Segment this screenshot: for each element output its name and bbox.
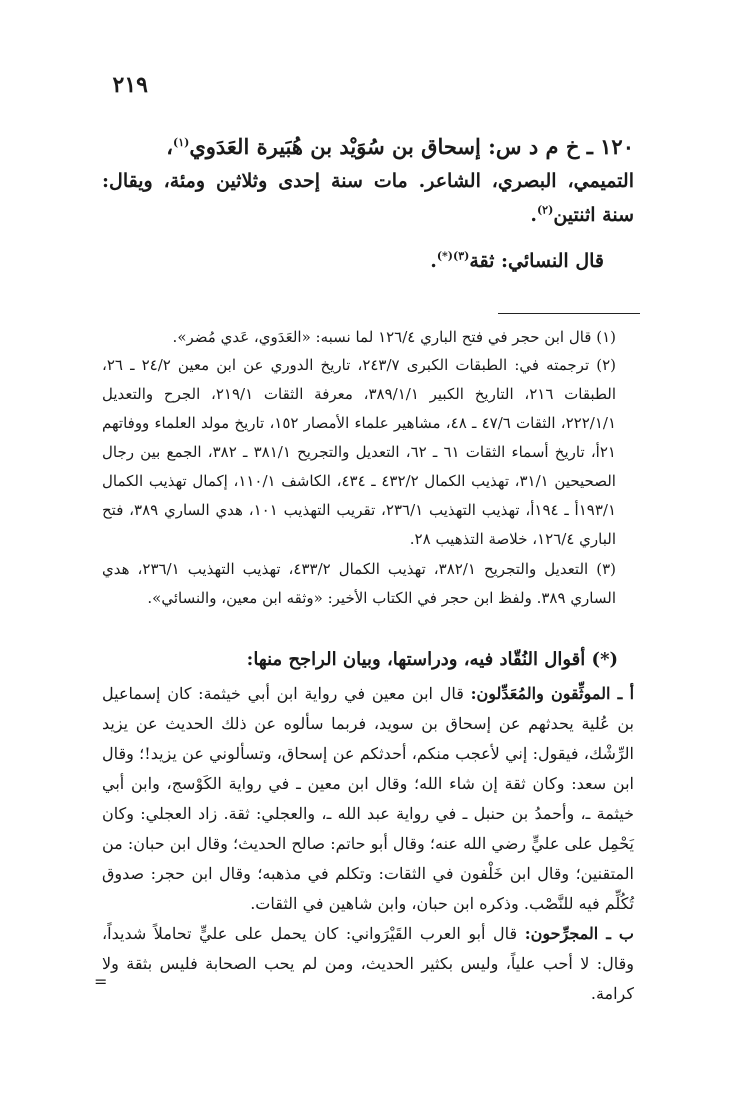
footnote-ref-3: (٣)(*) [436, 249, 470, 263]
critics-label: ب ـ المجرِّحون: [524, 924, 634, 943]
praisers-text: قال ابن معين في رواية ابن أبي خيثمة: كان إسماعيل بن عُلية يحدثهم عن إسحاق بن سويد، فربما سألوه عن ذلك الحديث عن يزيد الرِّشْك، فيقول: إني لأعجب منكم، أحدثكم عن إسحاق، وتسألوني عن يزيد!؛ وقال ابن سعد: وكان ثقة إن شاء الله؛ وقال ابن معين ـ في رواية الكَوْسج، وابن أبي خيثمة ـ، وأحمدُ بن حنبل ـ في رواية عبد الله ـ، والعجلي: ثقة. زاد العجلي: وكان يَحْمِل على عليٍّ رضي الله عنه؛ وقال أبو حاتم: صالح الحديث؛ وقال ابن حبان: من المتقنين؛ وقال ابن خَلْفون في الثقات: وتكلم في مذهبه؛ وقال ابن حجر: صدوق تُكُلِّم فيه للنَّصْب. وذكره ابن حبان، وابن شاهين في الثقات. [102, 684, 634, 913]
footnote-1-text: (١) قال ابن حجر في فتح الباري ١٢٦/٤ لما نسبه: «العَدَوي، عَدي مُضر». [172, 328, 616, 346]
footnote-ref-1: (١) [172, 136, 190, 149]
critics-discussion [102, 645, 634, 1009]
page-number: ٢١٩ [112, 72, 148, 98]
critics-text: قال أبو العرب القَيْرَواني: كان يحمل على عليٍّ تحاملاً شديداً، وقال: لا أحب علياً، وليس بكثير الحديث، ومن لم يحب الصحابة فليس بثقة ولا كرامة. [102, 924, 634, 1003]
discussion-heading: (*) أقوال النُقّاد فيه، ودراستها، وبيان الراجح منها: [246, 649, 618, 670]
praisers-label: أ ـ الموثِّقون والمُعَدِّلون: [470, 684, 635, 703]
continuation-mark: = [94, 972, 108, 991]
entry-bio-line [102, 164, 634, 232]
entry-heading-comma: ، [166, 134, 173, 159]
entry-bio-period: . [530, 204, 537, 226]
footnote-2 [102, 351, 634, 554]
footnote-ref-2: (٢) [536, 203, 554, 217]
entry-bio-text: التميمي، البصري، الشاعر. مات سنة إحدى وثلاثين ومئة، ويقال: سنة اثنتين [102, 170, 634, 226]
entry-heading-line [102, 130, 634, 164]
narrator-entry [102, 130, 634, 232]
critics-paragraph [102, 919, 634, 1009]
entry-heading-text: ١٢٠ ـ خ م د س: إسحاق بن سُوَيْد بن هُبَيرة العَدَوي [189, 134, 634, 159]
footnote-divider [498, 313, 640, 314]
footnote-3 [102, 555, 634, 613]
praisers-paragraph [102, 679, 634, 919]
saying-period: . [430, 250, 437, 272]
footnote-2-text: (٢) ترجمته في: الطبقات الكبرى ٢٤٣/٧، تاريخ الدوري عن ابن معين ٢٤/٢ ـ ٢٦، الطبقات ٢١٦، التاريخ الكبير ٣٨٩/١/١، معرفة الثقات ٢١٩/١، الجرح والتعديل ٢٢٢/١/١، الثقات ٤٧/٦ ـ ٤٨، مشاهير علماء الأمصار ١٥٢، تاريخ مولد العلماء ووفاتهم ٢١أ، تاريخ أسماء الثقات ٦١ ـ ٦٢، التعديل والتجريح ٣٨١/١ ـ ٣٨٢، الجمع بين رجال الصحيحين ٣١/١، تهذيب الكمال ٤٣٢/٢ ـ ٤٣٤، الكاشف ١١٠/١، إكمال تهذيب الكمال ١٩٣/١أ ـ ١٩٤أ، تهذيب التهذيب ٢٣٦/١، تقريب التهذيب ١٠١، هدي الساري ٣٨٩، فتح الباري ١٢٦/٤، خلاصة التذهيب ٢٨. [102, 356, 617, 548]
saying-text: قال النسائي: ثقة [469, 250, 604, 272]
footnote-1 [102, 323, 634, 352]
nasai-saying [430, 250, 604, 272]
footnote-3-text: (٣) التعديل والتجريح ٣٨٢/١، تهذيب الكمال ٤٣٣/٢، تهذيب التهذيب ٢٣٦/١، هدي الساري ٣٨٩. ولفظ ابن حجر في الكتاب الأخير: «وثقه ابن معين، والنسائي». [102, 560, 616, 607]
